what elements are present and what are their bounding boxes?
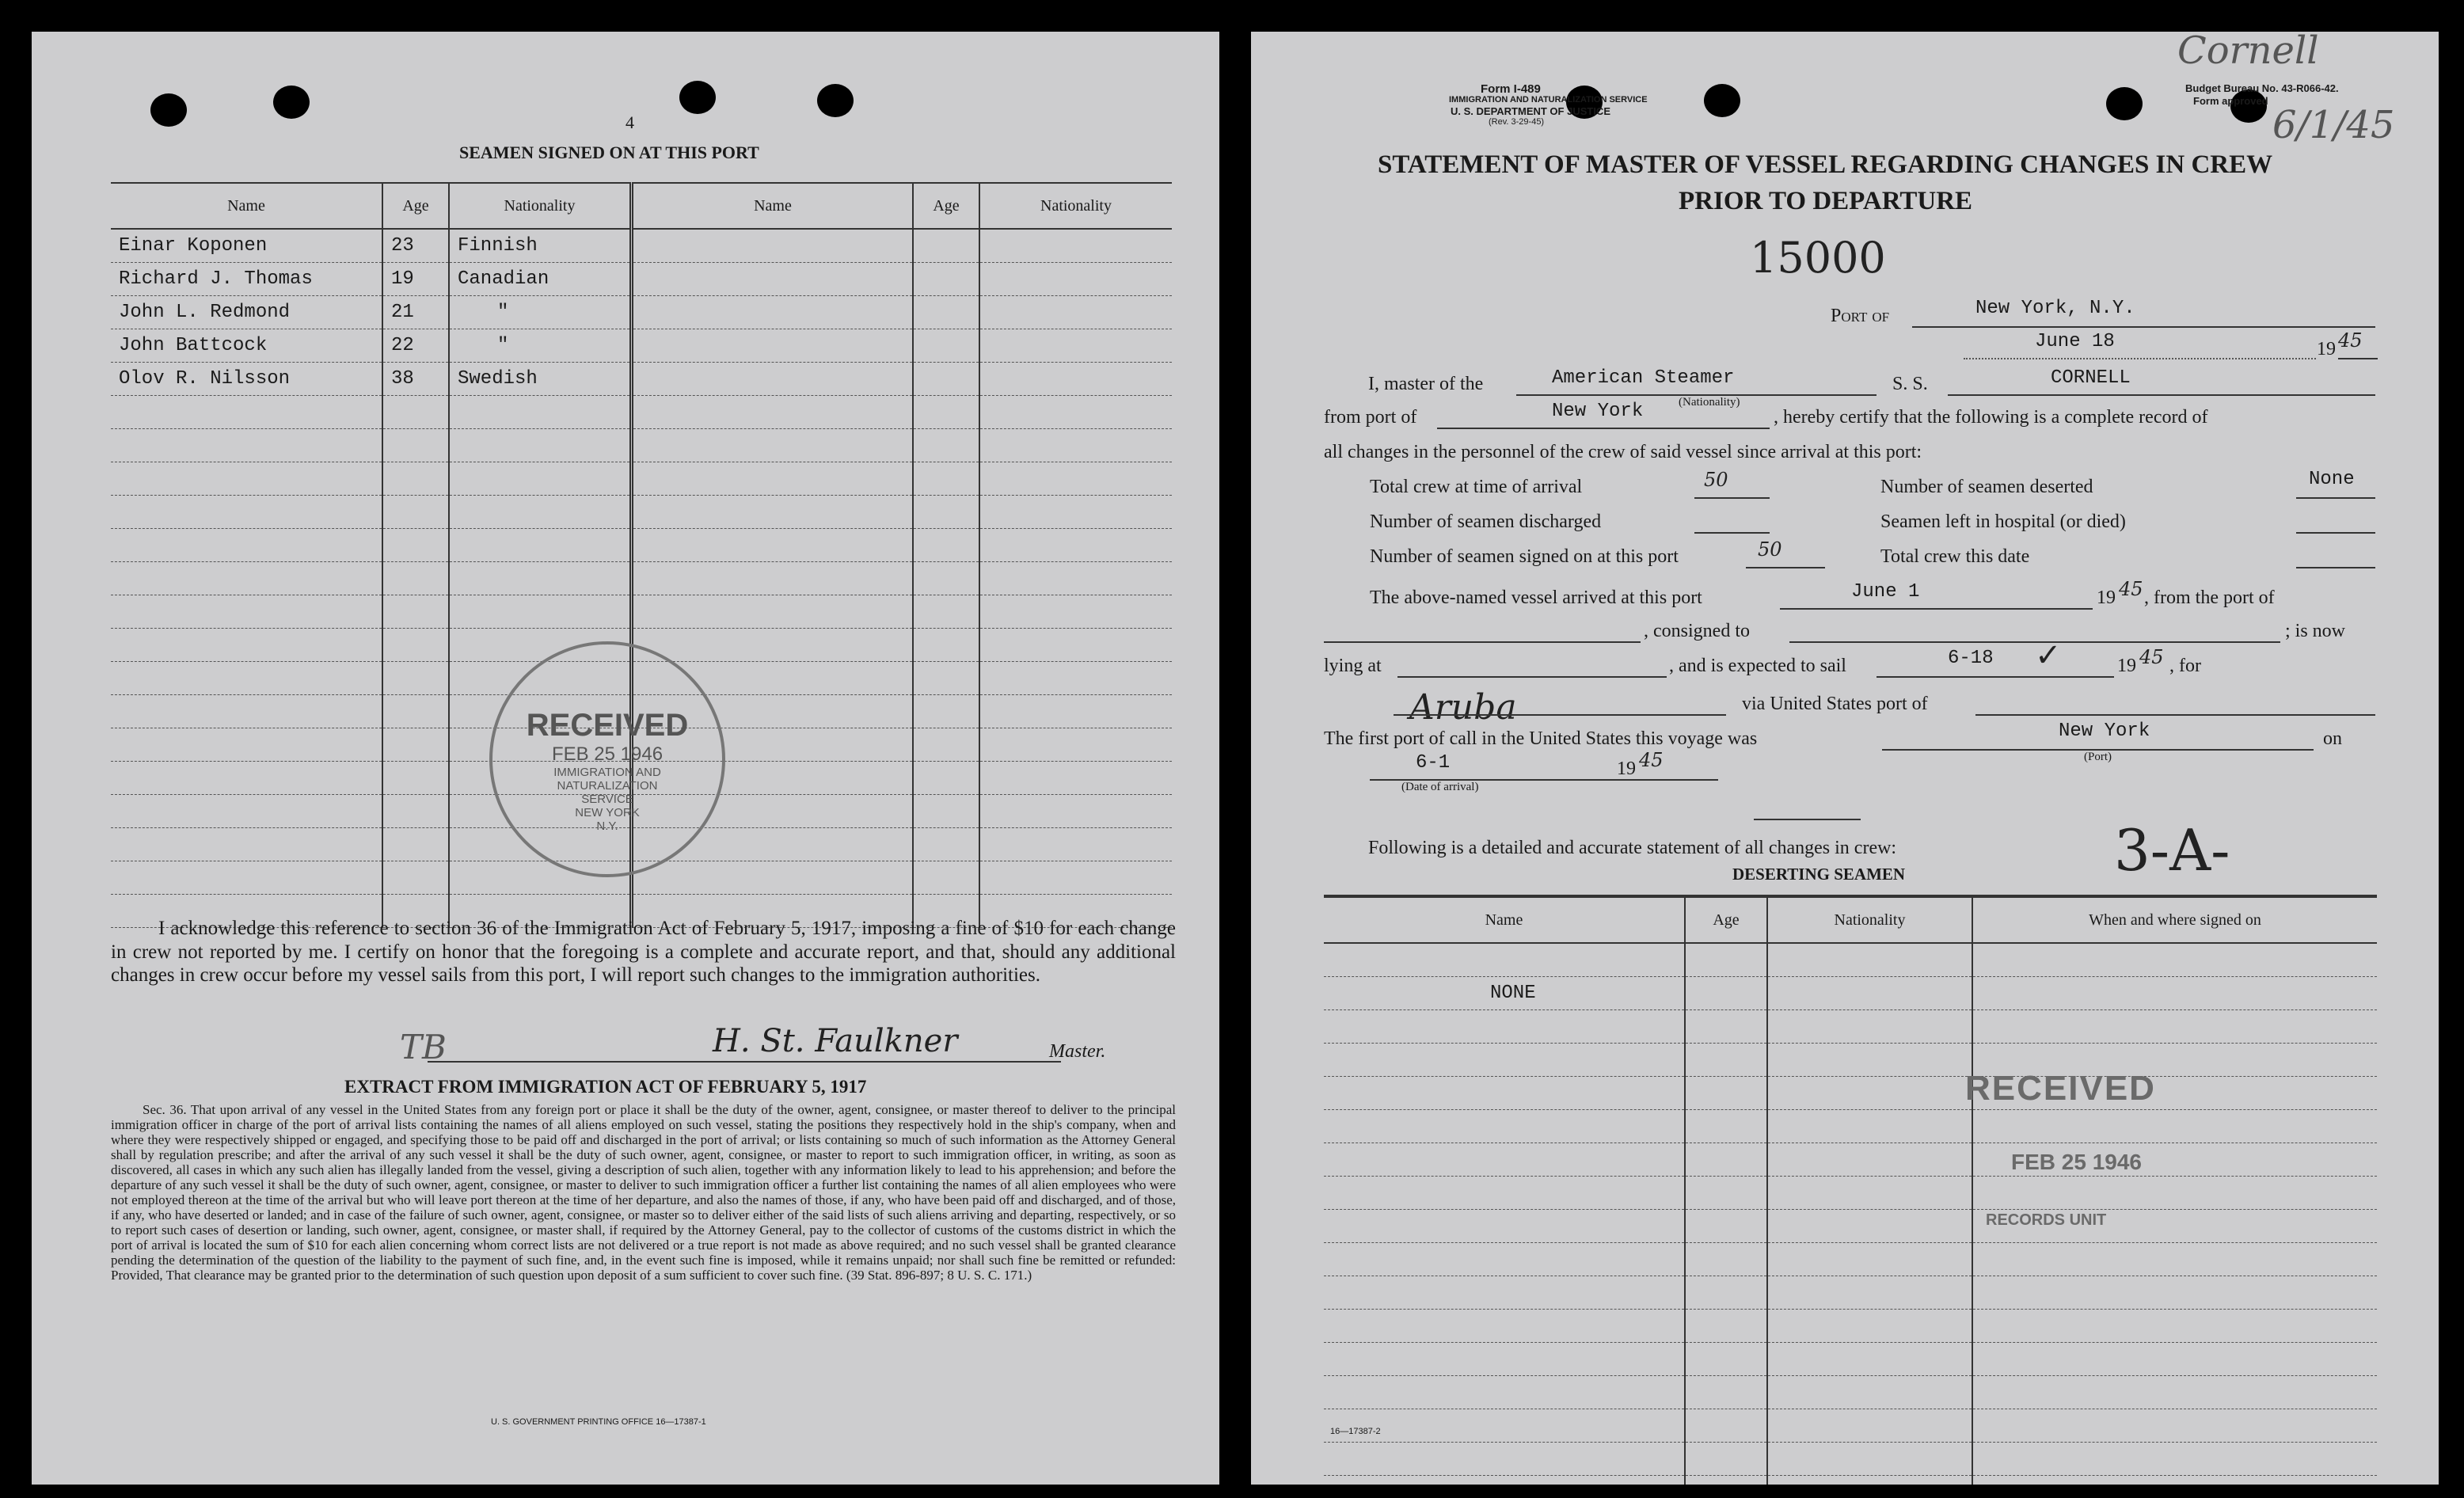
agency-line: IMMIGRATION AND NATURALIZATION SERVICE: [1449, 95, 1648, 105]
discharged-label: Number of seamen discharged: [1370, 511, 1602, 532]
seaman-nationality: ": [449, 296, 632, 329]
form-footer: 16—17387-2: [1330, 1427, 1381, 1436]
sail-year: 45: [2139, 646, 2164, 668]
table-row: [1324, 1276, 2377, 1310]
total-crew-arrival-value: 50: [1704, 469, 1728, 491]
records-stamp-received: RECEIVED: [1965, 1069, 2156, 1108]
code-mark: 3-A-: [2114, 817, 2230, 884]
seaman-name: John L. Redmond: [111, 296, 382, 329]
col-name: Name: [632, 183, 914, 229]
signature-line: [428, 1061, 1061, 1063]
records-stamp-unit: RECORDS UNIT: [1986, 1211, 2107, 1229]
following-label: Following is a detailed and accurate statement of all changes in crew:: [1368, 838, 1897, 858]
form-title: STATEMENT OF MASTER OF VESSEL REGARDING CHANGES IN CREW: [1378, 150, 2273, 179]
from-port-value: New York: [1552, 401, 1644, 422]
stamp-line: NATURALIZATION: [557, 779, 658, 793]
handwritten-date: 6/1/45: [2272, 103, 2395, 147]
seaman-nationality: Canadian: [449, 263, 632, 296]
via-label: via United States port of: [1742, 694, 1928, 714]
signed-on-value: 50: [1758, 538, 1782, 561]
date-of-arrival-caption: (Date of arrival): [1401, 781, 1479, 793]
from-port-label: from port of: [1324, 407, 1417, 428]
table-row: [1324, 1010, 2377, 1044]
extract-text: Sec. 36. That upon arrival of any vessel in the United States from any foreign port or place it shall be the duty of the owner, agent, consignee, or master thereof to deliver to the principal immigration officer in charge of the port of arrival lists containing the names of all aliens employed on such vessel, stating the positions they respectively hold in the ship's company, when and where they were respectively shipped or engaged, and specifying those to be paid off and discharged in the port of arrival; or lists containing so much of such information as the Attorney General shall by regulation prescribe; and after the arrival of any such vessel it shall be the duty of such owner, agent, consignee, or master to report to such immigration officer, in writing, as soon as discovered, all cases in which any such alien has illegally landed from the vessel, giving a description of such alien, together with any information likely to lead to his apprehension; and before the departure of any such vessel it shall be the duty of such owner, agent, consignee, or master to deliver to such immigration officer a further list containing the names of all alien employees who were not employed thereon at the time of the arrival but who will leave port thereon at the time of her departure, and also the names of those, if any, who have been paid off and discharged, and of those, if any, who have deserted or landed; and in case of the failure of such owner, agent, consignee, or master so to deliver either of the said lists of such aliens arriving and departing, respectively, or so to report such cases of desertion or landing, such owner, agent, consignee, or master shall, if required by the Attorney General, pay to the collector of customs of the customs district in which the port of arrival is located the sum of $10 for each alien concerning whom correct lists are not delivered or a true report is not made as above required; and no such vessel shall be granted clearance pending the determination of the question of the liability to the payment of such fine, and, in the event such fine is imposed, while it remains unpaid; nor shall such fine be remitted or refunded: Provided, That clearance may be granted prior to the determination of such question upon deposit of a sum sufficient to cover such fine. (39 Stat. 896-897; 8 U. S. C. 171.): [111, 1102, 1176, 1283]
punch-hole: [1704, 84, 1740, 117]
col-name: Name: [111, 183, 382, 229]
table-row: [1324, 1243, 2377, 1276]
seaman-name: Olov R. Nilsson: [111, 363, 382, 396]
table-row: [1324, 1476, 2377, 1485]
date-year: 45: [2338, 329, 2363, 352]
file-number: 15000: [1750, 233, 1886, 283]
col-nationality: Nationality: [979, 183, 1172, 229]
arrival-date: 6-1: [1416, 752, 1451, 774]
table-row: [111, 429, 1172, 462]
seaman-nationality: ": [449, 329, 632, 363]
extract-title: EXTRACT FROM IMMIGRATION ACT OF FEBRUARY 5, 1917: [344, 1077, 867, 1097]
deserted-label: Number of seamen deserted: [1880, 477, 2093, 497]
table-row: [111, 363, 1172, 396]
table-row: [111, 329, 1172, 363]
arrived-date: June 1: [1851, 581, 1920, 603]
hospital-label: Seamen left in hospital (or died): [1880, 511, 2126, 532]
form-number: Form I-489: [1481, 82, 1541, 96]
table-row: [111, 595, 1172, 629]
year-prefix: 19: [1617, 759, 1636, 779]
stamp-line: N.Y.: [596, 819, 618, 833]
first-port-label: The first port of call in the United States this voyage was: [1324, 728, 1758, 749]
page-number: 4: [626, 112, 634, 132]
arrived-label: The above-named vessel arrived at this port: [1370, 587, 1702, 608]
nationality-value: American Steamer: [1552, 367, 1735, 389]
form-approved: Form approved: [2193, 95, 2268, 107]
port-label: Port of: [1831, 306, 1890, 326]
consigned-label: , consigned to: [1644, 621, 1750, 641]
stamp-date: FEB 25 1946: [551, 743, 664, 765]
seaman-age: 23: [382, 229, 449, 263]
seaman-age: 22: [382, 329, 449, 363]
table-row: [1324, 977, 2377, 1010]
table-row: [1324, 1310, 2377, 1343]
table-row: [1324, 1443, 2377, 1476]
table-row: [1324, 1343, 2377, 1376]
table-row: [1324, 1044, 2377, 1077]
signed-on-label: Number of seamen signed on at this port: [1370, 546, 1679, 567]
port-caption: (Port): [2084, 751, 2112, 763]
seaman-age: 21: [382, 296, 449, 329]
lying-at-label: lying at: [1324, 656, 1382, 676]
stamp-received: RECEIVED: [526, 708, 689, 743]
agency-line: U. S. DEPARTMENT OF JUSTICE: [1451, 105, 1610, 117]
table-row: [1324, 1143, 2377, 1177]
seaman-name: Richard J. Thomas: [111, 263, 382, 296]
table-row: [1324, 1177, 2377, 1210]
total-crew-date-label: Total crew this date: [1880, 546, 2030, 567]
table-row: [111, 296, 1172, 329]
deserting-title: DESERTING SEAMEN: [1732, 865, 1906, 884]
col-age: Age: [913, 183, 979, 229]
for-label: , for: [2169, 656, 2201, 676]
printing-office-footer: U. S. GOVERNMENT PRINTING OFFICE 16—17387-1: [491, 1417, 706, 1427]
table-row: [111, 396, 1172, 429]
form-title: PRIOR TO DEPARTURE: [1679, 187, 1973, 215]
from-port-of-label: , from the port of: [2144, 587, 2275, 608]
seaman-nationality: Finnish: [449, 229, 632, 263]
on-label: on: [2323, 728, 2342, 749]
seaman-name: John Battcock: [111, 329, 382, 363]
arrival-year: 45: [1639, 749, 1664, 771]
col-age: Age: [1685, 896, 1767, 943]
nationality-caption: (Nationality): [1679, 396, 1740, 409]
ship-name: CORNELL: [2051, 367, 2131, 389]
year-prefix: 19: [2117, 656, 2136, 676]
date-value: June 18: [2035, 331, 2115, 352]
table-row: [1324, 1077, 2377, 1110]
received-stamp: [489, 641, 725, 877]
stamp-line: NEW YORK: [575, 806, 640, 819]
punch-hole: [273, 86, 310, 119]
checkmark: ✓: [2035, 637, 2062, 674]
stamp-line: IMMIGRATION AND: [553, 766, 661, 779]
seaman-name: Einar Koponen: [111, 229, 382, 263]
form-revision: (Rev. 3-29-45): [1489, 117, 1545, 127]
seaman-age: 19: [382, 263, 449, 296]
col-nationality: Nationality: [1767, 896, 1972, 943]
changes-text: all changes in the personnel of the crew of said vessel since arrival at this port:: [1324, 442, 1922, 462]
arrived-year: 45: [2119, 578, 2143, 600]
table-row: [111, 229, 1172, 263]
section-title: SEAMEN SIGNED ON AT THIS PORT: [459, 143, 759, 162]
col-age: Age: [382, 183, 449, 229]
sail-date: 6-18: [1948, 648, 1994, 669]
ss-label: S. S.: [1892, 374, 1928, 394]
handwritten-name: Cornell: [2177, 32, 2319, 73]
first-port-value: New York: [2059, 720, 2150, 742]
left-page: [32, 32, 1219, 1485]
seaman-nationality: Swedish: [449, 363, 632, 396]
seaman-age: 38: [382, 363, 449, 396]
total-crew-arrival-label: Total crew at time of arrival: [1370, 477, 1583, 497]
table-row: [1324, 1110, 2377, 1143]
acknowledgment-text: I acknowledge this reference to section 36 of the Immigration Act of February 5, 1917, imposing a fine of $10 for each change in crew not reported by me. I certify on honor that the foregoing is a complete and accurate report, and that, should any additional changes in crew occur before my vessel sails from this port, I will report such changes to the immigration authorities.: [111, 918, 1176, 986]
master-signature: H. St. Faulkner: [713, 1023, 958, 1059]
stamp-line: SERVICE: [581, 793, 633, 806]
col-name: Name: [1324, 896, 1685, 943]
deserting-seamen-table: [1324, 895, 2377, 1485]
punch-hole: [2106, 87, 2143, 120]
col-nationality: Nationality: [449, 183, 632, 229]
table-row: [111, 462, 1172, 496]
table-row: [111, 263, 1172, 296]
deserting-name: NONE: [1324, 977, 1685, 1010]
punch-hole: [150, 93, 187, 127]
table-row: [1324, 1376, 2377, 1409]
port-value: New York, N.Y.: [1975, 298, 2135, 319]
is-now-label: ; is now: [2285, 621, 2346, 641]
destination: Aruba: [1409, 687, 1517, 728]
budget-bureau: Budget Bureau No. 43-R066-42.: [2185, 82, 2339, 94]
table-row: [1324, 1409, 2377, 1443]
punch-hole: [679, 81, 716, 114]
table-row: [111, 562, 1172, 595]
deserted-value: None: [2309, 469, 2355, 490]
table-row: [111, 529, 1172, 562]
col-when-where: When and where signed on: [1972, 896, 2377, 943]
table-row: [1324, 1210, 2377, 1243]
punch-hole: [817, 84, 854, 117]
master-of-label: I, master of the: [1368, 374, 1484, 394]
year-prefix: 19: [2097, 587, 2116, 608]
table-row: [1324, 943, 2377, 977]
records-stamp-date: FEB 25 1946: [2011, 1150, 2142, 1174]
handwritten-initials: TB: [400, 1028, 447, 1066]
right-page: [1251, 32, 2439, 1485]
certify-text: , hereby certify that the following is a complete record of: [1774, 407, 2208, 428]
expected-label: , and is expected to sail: [1669, 656, 1846, 676]
table-row: [111, 496, 1172, 529]
year-prefix: 19: [2317, 339, 2336, 359]
master-label: Master.: [1049, 1041, 1106, 1062]
